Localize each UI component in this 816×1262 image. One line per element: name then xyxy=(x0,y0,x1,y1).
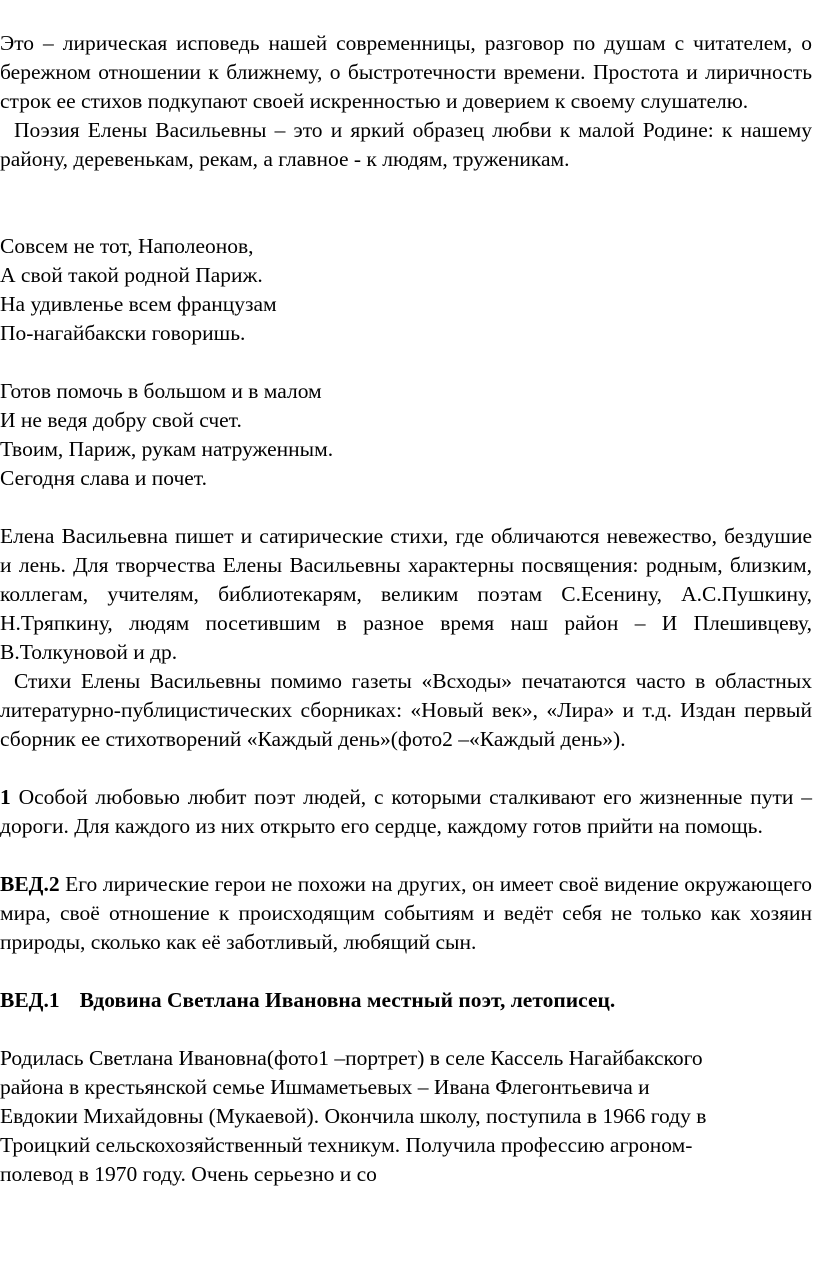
segment-3-heading: Вдовина Светлана Ивановна местный поэт, летописец. xyxy=(79,988,616,1012)
biography-line: Родилась Светлана Ивановна(фото1 –портрет) в селе Кассель Нагайбакского xyxy=(0,1046,703,1070)
poem-line: По-нагайбакски говоришь. xyxy=(0,321,246,345)
biography-line: Евдокии Михайдовны (Мукаевой). Окончила школу, поступила в 1966 году в xyxy=(0,1104,707,1128)
spacer xyxy=(0,841,812,870)
intro-paragraph-2: Поэзия Елены Васильевны – это и яркий образец любви к малой Родине: к нашему району, деревенькам, рекам, а главное - к людям, труженикам. xyxy=(0,118,812,171)
segment-1-text: Особой любовью любит поэт людей, с которыми сталкивают его жизненные пути –дороги. Для каждого из них открыто его сердце, каждому готов прийти на помощь. xyxy=(0,785,813,838)
segment-2-label: ВЕД.2 xyxy=(0,872,60,896)
biography-line: района в крестьянской семье Ишмаметьевых – Ивана Флегонтьевича и xyxy=(0,1075,650,1099)
document-page xyxy=(0,29,812,1189)
poem-line: Совсем не тот, Наполеонов, xyxy=(0,234,254,258)
biography-line: Троицкий сельскохозяйственный техникум. Получила профессию агроном- xyxy=(0,1133,693,1157)
poem-stanza-2 xyxy=(0,377,812,493)
segment-2-text: Его лирические герои не похожи на других, он имеет своё видение окружающего мира, своё отношение к происходящим событиям и ведёт себя не только как хозяин природы, сколько как её заботливый, любящий сын. xyxy=(0,872,813,954)
after-poem-paragraph-1: Елена Васильевна пишет и сатирические стихи, где обличаются невежество, бездушие и лень. Для творчества Елены Васильевны характерны посвящения: родным, близким, коллегам, учителям, библиотекарям, великим поэтам С.Есенину, А.С.Пушкину, Н.Тряпкину, людям посетившим в разное время наш район – И Плешивцеву, В.Толкуновой и др. xyxy=(0,524,812,664)
spacer xyxy=(0,1015,812,1044)
segment-3-label: ВЕД.1 xyxy=(0,988,60,1012)
poem-stanza-1 xyxy=(0,232,812,348)
poem-line: И не ведя добру свой счет. xyxy=(0,408,242,432)
poem-line: Готов помочь в большом и в малом xyxy=(0,379,322,403)
poem-line: А свой такой родной Париж. xyxy=(0,263,263,287)
poem-line: Сегодня слава и почет. xyxy=(0,466,207,490)
poem-line: На удивленье всем французам xyxy=(0,292,277,316)
segment-1-label: 1 xyxy=(0,785,11,809)
spacer xyxy=(0,957,812,986)
segment-3-heading-line xyxy=(0,986,812,1015)
after-poem-paragraph-2: Стихи Елены Васильевны помимо газеты «Всходы» печатаются часто в областных литературно-публицистических сборниках: «Новый век», «Лира» и т.д. Издан первый сборник ее стихотворений «Каждый день»(фото2 –«Каждый день»). xyxy=(0,669,812,751)
spacer xyxy=(0,174,812,232)
segment-1 xyxy=(0,783,812,841)
spacer xyxy=(0,348,812,377)
biography-line: полевод в 1970 году. Очень серьезно и со xyxy=(0,1162,377,1186)
spacer xyxy=(0,493,812,522)
biography-paragraph xyxy=(0,1044,812,1189)
intro-paragraph-1: Это – лирическая исповедь нашей современницы, разговор по душам с читателем, о бережном отношении к ближнему, о быстротечности времени. Простота и лиричность строк ее стихов подкупают своей искренностью и доверием к своему слушателю. xyxy=(0,31,812,113)
poem-line: Твоим, Париж, рукам натруженным. xyxy=(0,437,334,461)
segment-2 xyxy=(0,870,812,957)
spacer xyxy=(0,754,812,783)
